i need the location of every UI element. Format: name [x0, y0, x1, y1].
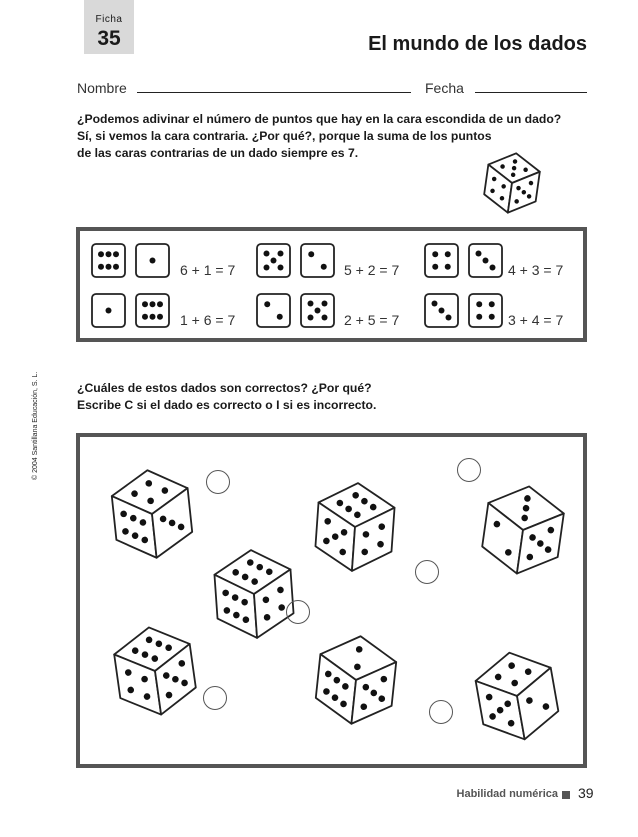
name-label: Nombre	[77, 80, 127, 96]
pip	[527, 194, 532, 199]
answer-circle[interactable]	[286, 600, 310, 624]
answer-circle[interactable]	[429, 700, 453, 724]
page-title: El mundo de los dados	[368, 33, 587, 55]
footer-label: Habilidad numérica	[456, 788, 558, 800]
page-number: 39	[578, 785, 594, 801]
pip	[521, 190, 526, 195]
question-line: ¿Cuáles de estos dados son correctos? ¿Por qué?	[77, 381, 372, 395]
pip	[528, 181, 533, 186]
pip	[514, 199, 519, 204]
question-line: Escribe C si el dado es correcto o I si es incorrecto.	[77, 398, 377, 412]
pip	[523, 167, 528, 172]
pip	[501, 184, 506, 189]
equation-label: 6 + 1 = 7	[180, 262, 236, 278]
equation-label: 3 + 4 = 7	[508, 312, 564, 328]
copyright-notice: © 2004 Santillana Educación, S. L.	[32, 371, 39, 480]
name-field[interactable]	[137, 92, 411, 93]
intro-line: Sí, si vemos la cara contraria. ¿Por qué?, porque la suma de los puntos	[77, 129, 492, 143]
equation-label: 4 + 3 = 7	[508, 262, 564, 278]
equation-label: 1 + 6 = 7	[180, 312, 236, 328]
date-label: Fecha	[425, 80, 464, 96]
intro-line: ¿Podemos adivinar el número de puntos que hay en la cara escondida de un dado?	[77, 112, 562, 126]
question-text	[77, 380, 376, 414]
pip	[500, 164, 505, 169]
pip	[512, 166, 517, 171]
answer-circle[interactable]	[415, 560, 439, 584]
answer-circle[interactable]	[457, 458, 481, 482]
ficha-label: Ficha	[95, 14, 123, 25]
equation-label: 5 + 2 = 7	[344, 262, 400, 278]
pip	[516, 186, 521, 191]
ficha-number: 35	[97, 27, 121, 50]
answer-circle[interactable]	[203, 686, 227, 710]
pip	[511, 172, 516, 177]
intro-text	[77, 111, 577, 162]
intro-line: de las caras contrarias de un dado siempre es 7.	[77, 146, 359, 160]
pip	[490, 188, 495, 193]
pip	[499, 196, 504, 201]
ficha-badge	[84, 0, 134, 54]
footer-square-icon	[562, 791, 570, 799]
answer-circle[interactable]	[206, 470, 230, 494]
equation-label: 2 + 5 = 7	[344, 312, 400, 328]
pip	[492, 176, 497, 181]
date-field[interactable]	[475, 92, 587, 93]
exercise-box	[76, 433, 587, 768]
